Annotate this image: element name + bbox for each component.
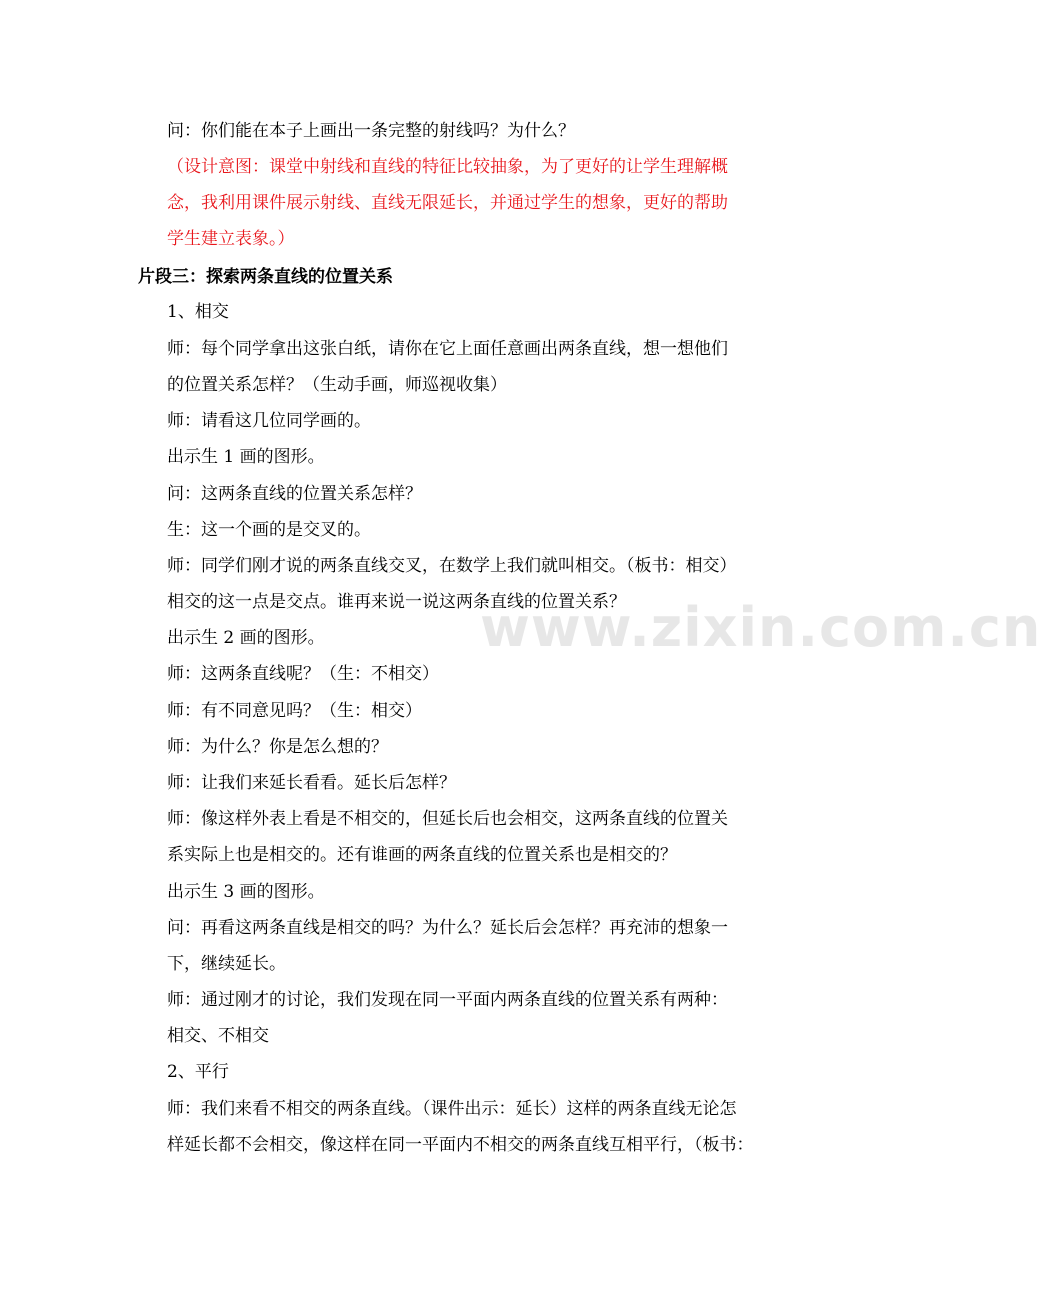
design-note-line-1: （设计意图：课堂中射线和直线的特征比较抽象，为了更好的让学生理解概 (167, 157, 728, 177)
subheading-parallel: 2、平行 (167, 1062, 229, 1082)
paragraph-line: 生：这一个画的是交叉的。 (167, 520, 371, 540)
paragraph-line: 师：每个同学拿出这张白纸，请你在它上面任意画出两条直线，想一想他们 (167, 339, 728, 359)
paragraph-line: 相交的这一点是交点。谁再来说一说这两条直线的位置关系？ (167, 592, 626, 612)
watermark: www.zixin.com.cn (480, 596, 1041, 659)
paragraph-line: 师：像这样外表上看是不相交的，但延长后也会相交，这两条直线的位置关 (167, 809, 728, 829)
paragraph-line: 师：让我们来延长看看。延长后怎样？ (167, 773, 456, 793)
subheading-intersect: 1、相交 (167, 302, 229, 322)
paragraph-line: 样延长都不会相交，像这样在同一平面内不相交的两条直线互相平行，（板书： (167, 1135, 754, 1155)
paragraph-line: 出示生 3 画的图形。 (167, 882, 325, 902)
question-ray: 问：你们能在本子上画出一条完整的射线吗？为什么？ (167, 121, 575, 141)
paragraph-line: 出示生 2 画的图形。 (167, 628, 325, 648)
paragraph-line: 师：通过刚才的讨论，我们发现在同一平面内两条直线的位置关系有两种： (167, 990, 728, 1010)
paragraph-line: 师：为什么？你是怎么想的？ (167, 737, 388, 757)
paragraph-line: 师：请看这几位同学画的。 (167, 411, 371, 431)
paragraph-line: 出示生 1 画的图形。 (167, 447, 325, 467)
paragraph-line: 师：这两条直线呢？（生：不相交） (167, 664, 439, 684)
paragraph-line: 问：这两条直线的位置关系怎样？ (167, 484, 422, 504)
paragraph-line: 问：再看这两条直线是相交的吗？为什么？延长后会怎样？再充沛的想象一 (167, 918, 728, 938)
paragraph-line: 相交、不相交 (167, 1026, 269, 1046)
design-note-line-2: 念，我利用课件展示射线、直线无限延长，并通过学生的想象，更好的帮助 (167, 193, 728, 213)
design-note-line-3: 学生建立表象。） (167, 229, 295, 249)
section-heading: 片段三：探索两条直线的位置关系 (138, 267, 393, 287)
paragraph-line: 师：有不同意见吗？（生：相交） (167, 701, 422, 721)
paragraph-line: 系实际上也是相交的。还有谁画的两条直线的位置关系也是相交的？ (167, 845, 677, 865)
paragraph-line: 的位置关系怎样？（生动手画，师巡视收集） (167, 375, 507, 395)
paragraph-line: 师：我们来看不相交的两条直线。（课件出示：延长）这样的两条直线无论怎 (167, 1099, 737, 1119)
paragraph-line: 下，继续延长。 (167, 954, 286, 974)
paragraph-line: 师：同学们刚才说的两条直线交叉，在数学上我们就叫相交。（板书：相交） (167, 556, 737, 576)
